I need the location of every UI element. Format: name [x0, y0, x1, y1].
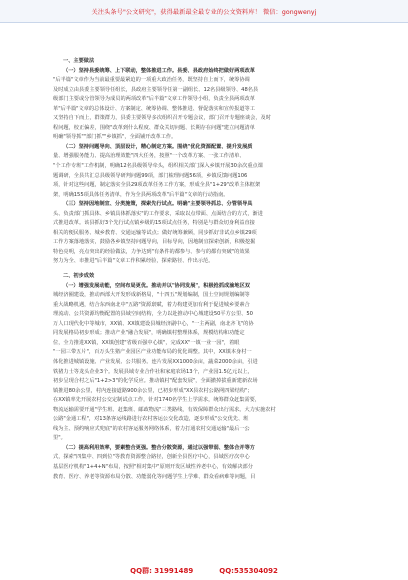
body-line: 明确"领导抓""部门抓""乡镇抓"，全面铺开改革工作。 [53, 134, 177, 141]
subsection-heading-line: （二）提高利用效率，要素整合更强。整合分散资源，通过以强带弱、整体合并等方 [63, 444, 255, 451]
qq-group-text: QQ群: 31991489 [130, 567, 194, 575]
body-line: 头、负责部门抓具体、乡镇具体抓落实"的工作要求，采取以点带面、点面结合的方式，渐进 [53, 210, 263, 217]
body-line: 工作方案落地落实，鼓励各乡镇坚持问题导向，目标导向，因地制宜探索创新，积极挖掘 [53, 239, 256, 246]
body-line: 万人口现代化中等城市，XX镇、XX镇建设县城经济副中心，"一主两副，南北齐飞"的协 [53, 320, 254, 327]
body-line: 架，明确155项具体任务清单，作为全县两项改革"后半篇"文章的行动指南。 [53, 191, 229, 198]
body-line: 理流动、公共资源均衡配置的县域空间结构，全力以赴推动中心城建设50平方公里、50 [53, 311, 253, 318]
promo-banner [0, 0, 408, 23]
subsection-heading-line: （二）坚持问题导向、顶层设计，精心制定方案。围绕"优化资源配置、提升发展质 [63, 143, 253, 150]
body-line: 教育、医疗、养老等资源布局分散、功能弱化等问题学生上学难、群众看病难等问题，目 [53, 473, 256, 480]
subsection-heading-line: （三）坚持因地制宜、分类施策，探索先行试点。明确"主要领导抓总、分管领导具 [63, 201, 253, 208]
body-line: 体化推进城镇设施、产业发展、公共服务。连片发展XX1000余亩，蔬菜2000余亩，引进 [53, 358, 258, 365]
body-line: 城经济圈建设，推动西部大开发形成新格局，"十四五"规划编制，国土空间规划编制等 [53, 292, 250, 299]
body-line: 初步呈现合村之后"1+2>3"的化学反应。推动镇村"配套发展"，全面撤掉拔重新建新农场 [53, 378, 258, 385]
subsection-heading-line: （一）增强发展动能，空间布局更优。推动并以"协同发展"，积极抢抓成渝地区双 [63, 282, 250, 289]
body-line: 程问题，校正偏差，围绕"改革到什么程度、群众关切问题、长期存在问题"建立问题清单 [53, 124, 255, 131]
body-line: 在XX镇率先开展农村公交定制试点工作，针对1740名学生上学需求，统筹群众赶集需要， [53, 397, 261, 404]
body-line: 革"后半篇"文章的总体设计、方案制定、统筹协调、整体推进、督促落实和宣传报道等工 [53, 105, 255, 112]
body-line: 线为主、预约响应式兜底"的农村客运服务网络体系，着力打通农村交通运输"最后一公 [53, 425, 250, 432]
body-line: 位，全力推进XX镇，XX镇创建"省级百强中心镇"，完成XX"一镇一业一园"，着眼 [53, 339, 240, 346]
body-line: 相关的便民服务、城乡教育、交通运输等试点；做好统筹兼顾，同步抓好非试点乡镇29项 [53, 229, 257, 236]
body-line: 级部门主要或分管领导为成员的两项改革"后半篇"文章工作领导小组，负责全县两项改革 [53, 96, 255, 103]
body-line: 量、增强服务能力、提高治理效能"四大任务，按照"一个改革方案、一张工作清单、 [53, 153, 245, 160]
body-line: 特色亮明，亮点突出的经验做法，力争达到"有条件的都参与、参与的都有突破"的效果 [53, 248, 250, 255]
contact-footer [0, 562, 408, 580]
body-line: 公路"金通工程"，对13条客运线路进行农村客运公交化改造，逐步形成"公交优先、班 [53, 416, 249, 423]
subsection-heading-line: （一）坚持县委统筹、上下联动，整体推进工作。县委、县政府始终把做好两项改革 [63, 67, 255, 74]
body-line: 项，针对这些问题，制定落实全县29项改革任务工作方案，形成全县"1+29"改革主体框架 [53, 182, 261, 189]
body-line: 努力为全、市推进"后半篇"文章工作积累经验，探索路径、作出示范。 [53, 258, 214, 265]
body-line: 里"。 [53, 435, 66, 442]
body-line: 式推进改革。该县抓好3个先行试点镇乡级的15项试点任务，特别是与群众切身利益直接 [53, 220, 255, 227]
body-line: 基层医疗机构"1+4+N"布局，按照"相对集中"原则开发区域性养老中心，有效解决部分 [53, 463, 253, 470]
promo-banner-text: 关注头条号"公文研究"，获得最新最全最专业的公文资料库！ 微信：gongwenyj [91, 8, 317, 16]
qq-number-text: QQ:535304092 [219, 567, 278, 575]
section-heading: 一、主要做法 [63, 58, 95, 64]
body-line: 铁猪力士等龙头企业3个。发展县域专业合作社和家庭农场13个，产业园1.5亿元以上， [53, 368, 253, 375]
body-line: 同发展格局初步形成；推动产业"融合发展"，明确镇村整理体系，规模结构和功能定 [53, 330, 245, 337]
body-line: 重大战略机遇，结合东西南北中"五路"资源禀赋，着力构建更加有利于促进城乡要素合 [53, 301, 250, 308]
body-line: "一园三带五片"，百万头生猪产业园区产业功能布局的优化调整。其中，XX镇本身村一 [53, 349, 252, 356]
body-line: 式，探索"四集中、四到位"等教育资源整合路径，创新全县医疗中心，县域医疗次中心 [53, 454, 250, 461]
body-line: 物流运输需要开通"学生班、赶集班、邮政物流"三类路线，有效保障群众出行需求。大力实施农村 [53, 406, 276, 413]
body-line: 及时成立由县委主要领导任组长，县政府主要领导任第一副组长、12名县级领导、48名县 [53, 86, 259, 93]
body-line: "后半篇"文章作为当前最重要最紧迫的一项重大政治任务，既坚持自上而下，统筹协调 [53, 77, 250, 84]
body-line: "个工作专班"工作机制，明确12名县级领导牵头，组织相关部门深入乡镇开展30余次重点课 [53, 163, 263, 170]
section-heading: 二、初步成效 [63, 273, 95, 280]
document-body [53, 57, 353, 482]
body-line: 镇推进80余公里，村内连接道路900余公里，已初步形成"XX县农村公路网四梁结构"； [53, 387, 253, 394]
body-line: 题调研，全县共汇总县级领导研判问题99项，部门梳理问题56项，乡镇反馈问题106 [53, 172, 248, 179]
body-line: 又坚持自下而上，群策群力，县委主要领导多次组织召开专题会议，部门召开专题座谈会，及时 [53, 115, 271, 122]
